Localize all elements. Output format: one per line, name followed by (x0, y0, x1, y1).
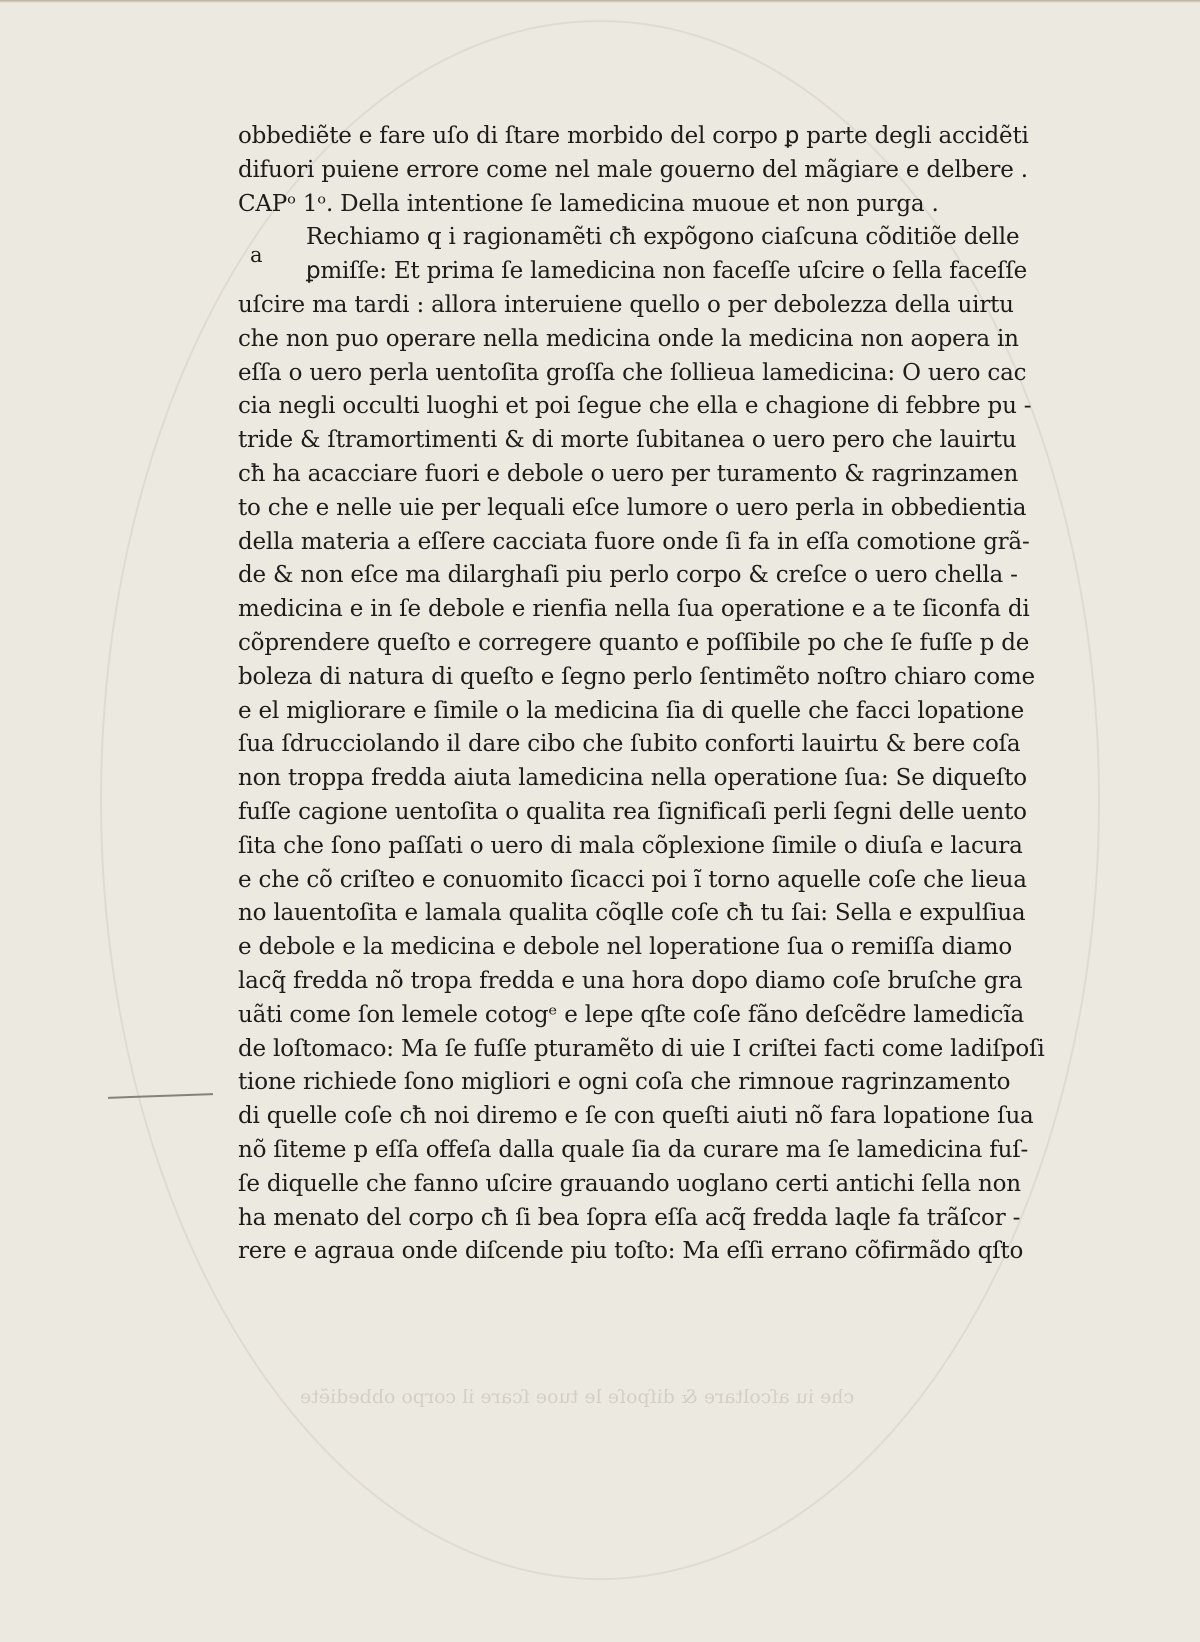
text-line: de & non eſce ma dilarghaſi piu perlo corpo & creſce o uero chella - (238, 562, 1018, 589)
text-line: ſita che ſono paſſati o uero di mala cõplexione ſimile o diuſa e lacura (238, 832, 1023, 859)
chapter-heading: CAPᵒ 1ᵒ. Della intentione ſe lamedicina muoue et non purga . (238, 190, 939, 217)
text-line: difuori puiene errore come nel male gouerno del mãgiare e delbere . (238, 156, 1028, 183)
text-line: e el migliorare e ſimile o la medicina ſia di quelle che facci lopatione (238, 697, 1025, 724)
text-line: tione richiede ſono migliori e ogni coſa che rimnoue ragrinzamento (238, 1069, 1011, 1096)
text-line: ſua ſdrucciolando il dare cibo che ſubito conforti lauirtu & bere coſa (238, 731, 1021, 758)
text-line: nõ ſiteme p eſſa offeſa dalla quale ſia da curare ma ſe lamedicina fuſ- (238, 1136, 1029, 1163)
text-line: Rechiamo q i ragionamẽti cħ expõgono ciaſcuna cõditiõe delle (306, 224, 1020, 251)
text-line: e debole e la medicina e debole nel loperatione ſua o remiſſa diamo (238, 934, 1012, 961)
text-line: eſſa o uero perla uentoſita groſſa che ſollieua lamedicina: O uero cac (238, 359, 1027, 386)
text-line: e che cõ criſteo e conuomito ſicacci poi ĩ torno aquelle coſe che lieua (238, 866, 1027, 893)
text-line: della materia a eſſere cacciata fuore onde ſi fa in eſſa comotione grã- (238, 528, 1030, 555)
bleed-through-text: che iu aſcoltare & diſpoſe le tuoe ſcare il corpo obbediẽte (300, 1386, 855, 1408)
text-line: che non puo operare nella medicina onde la medicina non aopera in (238, 325, 1019, 352)
text-line: rere e agraua onde diſcende piu toſto: Ma eſſi errano cõfirmãdo qſto (238, 1238, 1024, 1265)
text-line: no lauentoſita e lamala qualita cõqlle coſe cħ tu ſai: Sella e expulſiua (238, 900, 1026, 927)
text-line: to che e nelle uie per lequali eſce lumore o uero perla in obbedientia (238, 494, 1027, 521)
text-line: cõprendere queſto e corregere quanto e poſſibile po che ſe fuſſe p de (238, 629, 1030, 656)
page-top-edge (0, 0, 1200, 3)
text-line: uãti come ſon lemele cotogᵉ e lepe qſte coſe fãno deſcẽdre lamedicĩa (238, 1001, 1024, 1028)
text-line: cħ ha acacciare fuori e debole o uero per turamento & ragrinzamen (238, 460, 1019, 487)
text-line: ſe diquelle che fanno uſcire grauando uoglano certi antichi ſella non (238, 1170, 1021, 1197)
text-block (238, 120, 1058, 1269)
text-line: de loſtomaco: Ma ſe fuſſe pturamẽto di uie I criſtei facti come ladiſpoſi (238, 1035, 1045, 1062)
text-line: non troppa fredda aiuta lamedicina nella operatione ſua: Se diqueſto (238, 765, 1027, 792)
text-line: ꝑmiſſe: Et prima ſe lamedicina non faceſſe uſcire o ſella faceſſe (306, 258, 1028, 285)
text-line: fuſſe cagione uentoſita o qualita rea ſignificaſi perli ſegni delle uento (238, 798, 1027, 825)
text-line: boleza di natura di queſto e ſegno perlo ſentimẽto noſtro chiaro come (238, 663, 1035, 690)
text-line: tride & ſtramortimenti & di morte ſubitanea o uero pero che lauirtu (238, 427, 1017, 454)
text-line: uſcire ma tardi : allora interuiene quello o per debolezza della uirtu (238, 291, 1014, 318)
text-line: medicina e in ſe debole e rienfia nella ſua operatione e a te ſiconfa di (238, 596, 1030, 623)
text-line: obbediẽte e fare uſo di ſtare morbido del corpo ꝑ parte degli accidẽti (238, 123, 1029, 149)
text-line: cia negli occulti luoghi et poi ſegue che ella e chagione di febbre pu - (238, 393, 1032, 420)
text-line: ha menato del corpo cħ ſi bea ſopra eſſa acq̃ fredda laqle fa trãſcor - (238, 1204, 1021, 1231)
text-line: di quelle coſe cħ noi diremo e ſe con queſti aiuti nõ fara lopatione ſua (238, 1103, 1034, 1130)
guide-letter: a (250, 243, 263, 267)
text-line: lacq̃ fredda nõ tropa fredda e una hora dopo diamo coſe bruſche gra (238, 967, 1023, 994)
